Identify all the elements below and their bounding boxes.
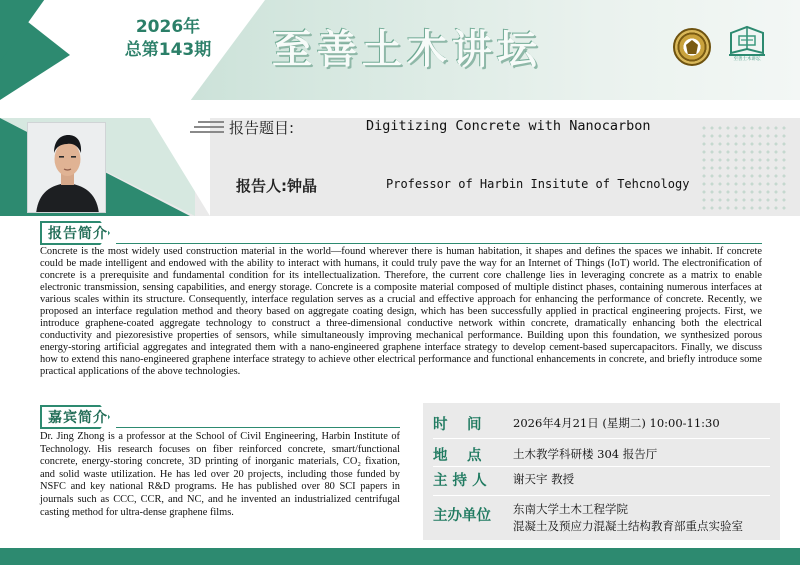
bio-heading [40, 405, 400, 429]
time-value: 2026年4月21日 (星期二) 10:00-11:30 [513, 416, 720, 430]
time-label: 时 间 [433, 417, 482, 433]
issue-number: 总第143期 [124, 40, 212, 60]
place-value: 土木教学科研楼 304 报告厅 [513, 447, 658, 461]
university-seal-icon [673, 28, 711, 66]
book-logo-icon [727, 25, 767, 57]
event-info-panel [423, 403, 780, 540]
menu-lines-icon [190, 120, 226, 134]
logo-caption: 至善土木讲坛 [733, 57, 761, 62]
abstract-text: Concrete is the most widely used construction material in the world—found wherever there is human habitation, it shapes and defines the spaces we inhabit. If concrete could be made intelligent and endowed with the ability to interact with humans, it could truly pave the way for an Internet of Things (IoT) world. The electronification of concrete is a prerequisite and fundamental condition for its intellectualization. Therefore, the current core challenge lies in leveraging concrete as a matrix to enable electronic transmission, sensing capabilities, and energy storage. Concrete is a composite material composed of multiple distinct phases, containing numerous interfaces at various scales within its structure. Consequently, interface regulation serves as a crucial and effective approach for enhancing the performance of concrete. Recently, we proposed an interface regulation method and theory based on aggregate coating design, which has been successfully applied in practical engineering projects. First, we introduce graphene-coated aggregate technology to construct a three-dimensional conductive network within concrete, dramatically enhancing both the electrical conductivity and piezoresistive properties of sensors, while simultaneously improving mechanical performance. Building upon this foundation, we synthesized porous energy-storing artificial aggregates and integrated them with a nano-engineered graphene interface strategy to develop cement-based supercapacitors. Finally, we discuss how to extend this nano-engineered graphene interface strategy to achieve other electrical performance and functional enhancements in concrete, and briefly introduce some practical applications of the above technologies. [40, 246, 762, 378]
place-label: 地 点 [433, 448, 482, 464]
dot-pattern [700, 124, 790, 210]
footer-bar [0, 548, 800, 565]
talk-topic: Digitizing Concrete with Nanocarbon [366, 118, 651, 134]
bio-text: Dr. Jing Zhong is a professor at the School of Civil Engineering, Harbin Institute of Technology. His research focuses on fiber reinforced concrete, smart/functional concrete, energy-storing concrete, 3D printing of inorganic materials, CO₂ fixation, and solid waste utilization. He has led over 20 projects, including those funded by NSFC and key national R&D programs. He has published over 80 SCI papers in journals such as CCC, CCR, and NC, and he invented an industrialized centrifugal casting method for ultra-dense graphene films. [40, 431, 400, 518]
speaker-photo [27, 122, 106, 213]
abstract-heading [40, 221, 762, 245]
year-label: 2026年 [135, 17, 201, 37]
organizer-value-1: 东南大学土木工程学院 [513, 502, 628, 516]
issue-label [108, 16, 228, 62]
organizer-label: 主办单位 [433, 508, 491, 524]
bio-heading-text: 嘉宾简介 [48, 410, 108, 426]
info-divider [433, 495, 770, 496]
speaker-label: 报告人:钟晶 [236, 177, 317, 195]
speaker-portrait-icon [28, 123, 106, 213]
topic-label: 报告题目: [229, 119, 295, 137]
forum-logo-icon [727, 25, 767, 67]
seal-emblem-icon [686, 40, 698, 54]
host-value: 谢天宇 教授 [513, 472, 575, 486]
info-divider [433, 466, 770, 467]
forum-title: 至善土木讲坛 [272, 27, 542, 73]
info-divider [433, 438, 770, 439]
organizer-value-2: 混凝土及预应力混凝土结构教育部重点实验室 [513, 519, 743, 533]
heading-rule [116, 243, 762, 244]
heading-rule [116, 427, 400, 428]
header-banner [0, 0, 800, 100]
host-label: 主 持 人 [433, 473, 487, 489]
abstract-heading-text: 报告简介 [48, 226, 108, 242]
speaker-title: Professor of Harbin Insitute of Tehcnology [386, 177, 690, 191]
